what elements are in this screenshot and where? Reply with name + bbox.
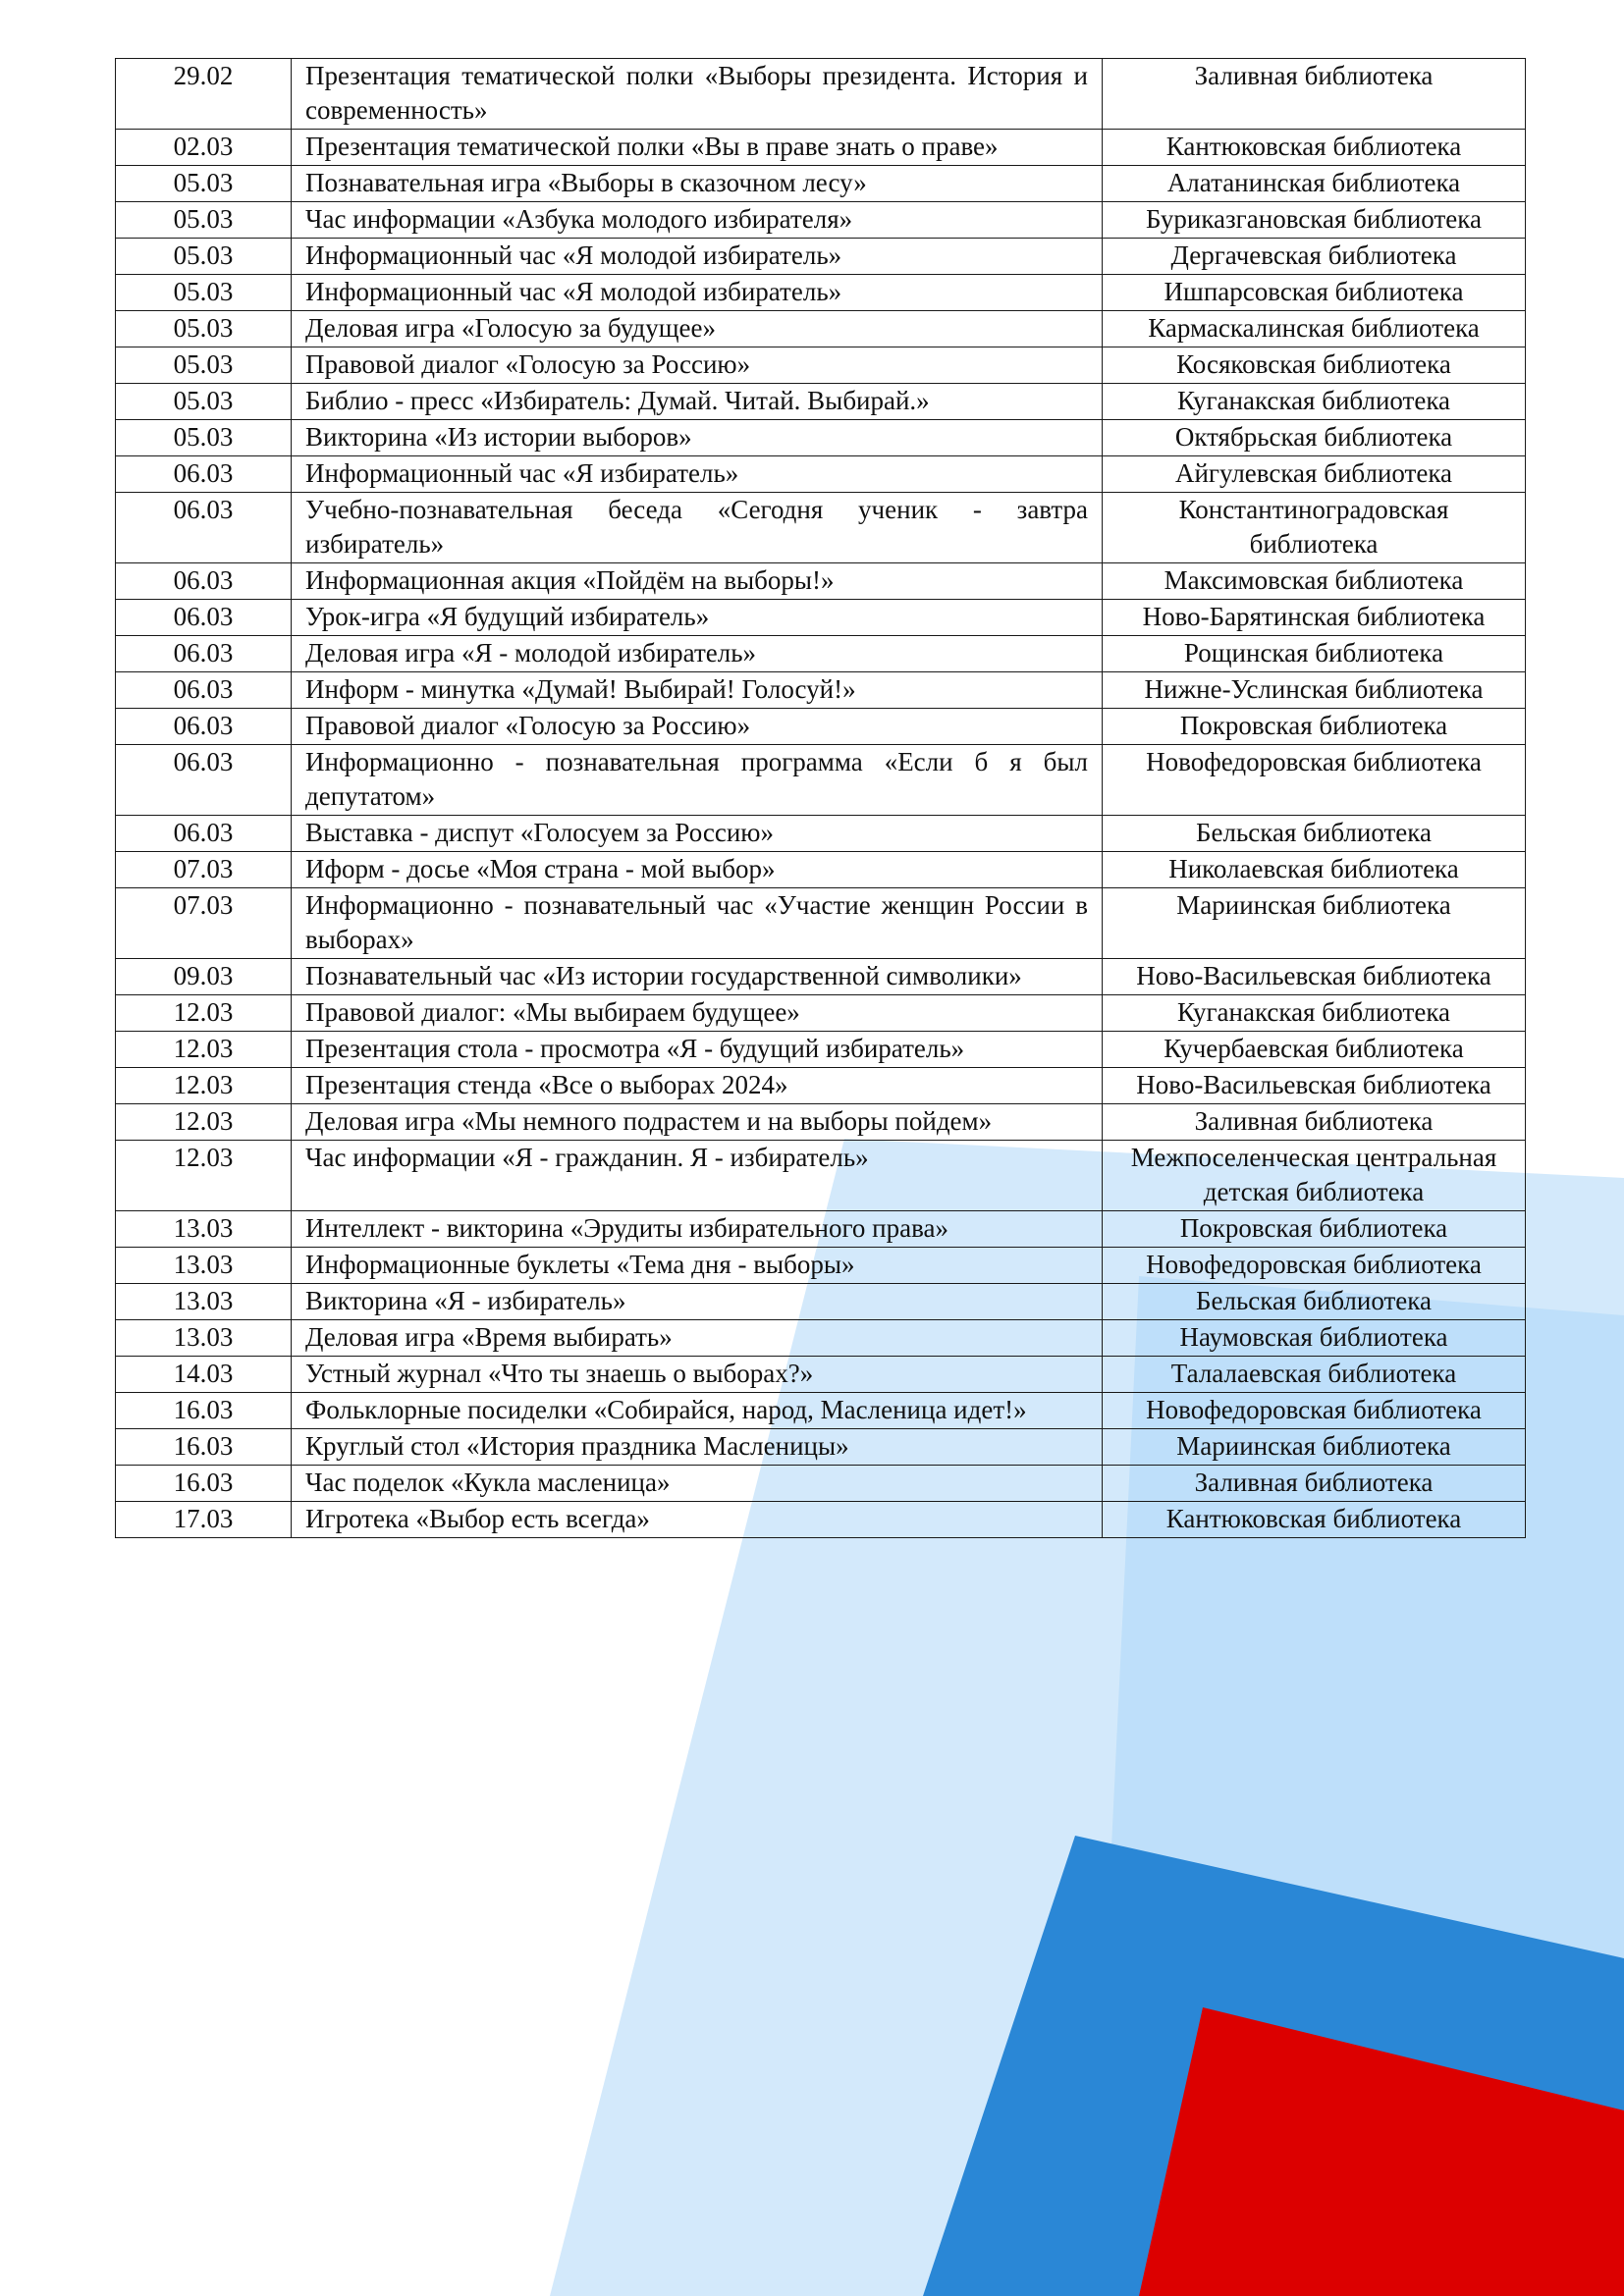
library-name: Максимовская библиотека — [1103, 563, 1526, 600]
event-title: Информационный час «Я избиратель» — [292, 456, 1103, 493]
event-title: Игротека «Выбор есть всегда» — [292, 1502, 1103, 1538]
library-name: Константиноградовская библиотека — [1103, 493, 1526, 563]
library-name: Айгулевская библиотека — [1103, 456, 1526, 493]
table-row — [116, 636, 1526, 672]
event-date: 29.02 — [116, 59, 292, 130]
table-row — [116, 1429, 1526, 1466]
event-title: Информационный час «Я молодой избиратель» — [292, 239, 1103, 275]
table-row — [116, 384, 1526, 420]
event-date: 12.03 — [116, 995, 292, 1032]
event-date: 05.03 — [116, 239, 292, 275]
table-row — [116, 202, 1526, 239]
table-row — [116, 1393, 1526, 1429]
event-date: 06.03 — [116, 672, 292, 709]
event-date: 06.03 — [116, 709, 292, 745]
table-row — [116, 563, 1526, 600]
event-title: Познавательная игра «Выборы в сказочном лесу» — [292, 166, 1103, 202]
event-date: 06.03 — [116, 563, 292, 600]
event-title: Деловая игра «Мы немного подрастем и на выборы пойдем» — [292, 1104, 1103, 1141]
table-row — [116, 1141, 1526, 1211]
event-date: 12.03 — [116, 1068, 292, 1104]
table-row — [116, 493, 1526, 563]
event-date: 12.03 — [116, 1032, 292, 1068]
event-title: Деловая игра «Время выбирать» — [292, 1320, 1103, 1357]
library-name: Мариинская библиотека — [1103, 888, 1526, 959]
library-name: Наумовская библиотека — [1103, 1320, 1526, 1357]
library-name: Заливная библиотека — [1103, 59, 1526, 130]
event-date: 05.03 — [116, 166, 292, 202]
table-row — [116, 600, 1526, 636]
library-name: Ишпарсовская библиотека — [1103, 275, 1526, 311]
event-title: Деловая игра «Голосую за будущее» — [292, 311, 1103, 347]
library-name: Ново-Барятинская библиотека — [1103, 600, 1526, 636]
table-row — [116, 1032, 1526, 1068]
table-row — [116, 672, 1526, 709]
event-date: 13.03 — [116, 1284, 292, 1320]
library-name: Кучербаевская библиотека — [1103, 1032, 1526, 1068]
library-name: Буриказгановская библиотека — [1103, 202, 1526, 239]
table-row — [116, 1284, 1526, 1320]
table-row — [116, 959, 1526, 995]
event-date: 16.03 — [116, 1429, 292, 1466]
event-date: 05.03 — [116, 384, 292, 420]
event-title: Правовой диалог: «Мы выбираем будущее» — [292, 995, 1103, 1032]
event-date: 06.03 — [116, 636, 292, 672]
table-row — [116, 995, 1526, 1032]
event-date: 13.03 — [116, 1248, 292, 1284]
library-name: Талалаевская библиотека — [1103, 1357, 1526, 1393]
library-name: Куганакская библиотека — [1103, 995, 1526, 1032]
event-title: Правовой диалог «Голосую за Россию» — [292, 347, 1103, 384]
event-date: 02.03 — [116, 130, 292, 166]
library-name: Новофедоровская библиотека — [1103, 1248, 1526, 1284]
event-title: Час поделок «Кукла масленица» — [292, 1466, 1103, 1502]
event-title: Викторина «Я - избиратель» — [292, 1284, 1103, 1320]
event-title: Библио - пресс «Избиратель: Думай. Читай. Выбирай.» — [292, 384, 1103, 420]
library-name: Заливная библиотека — [1103, 1104, 1526, 1141]
event-date: 17.03 — [116, 1502, 292, 1538]
event-title: Презентация стенда «Все о выборах 2024» — [292, 1068, 1103, 1104]
event-title: Деловая игра «Я - молодой избиратель» — [292, 636, 1103, 672]
table-row — [116, 275, 1526, 311]
event-title: Информационный час «Я молодой избиратель» — [292, 275, 1103, 311]
event-date: 05.03 — [116, 347, 292, 384]
library-name: Новофедоровская библиотека — [1103, 1393, 1526, 1429]
table-row — [116, 1104, 1526, 1141]
event-title: Викторина «Из истории выборов» — [292, 420, 1103, 456]
event-date: 05.03 — [116, 420, 292, 456]
table-row — [116, 1357, 1526, 1393]
event-title: Фольклорные посиделки «Собирайся, народ, Масленица идет!» — [292, 1393, 1103, 1429]
events-table-body — [116, 59, 1526, 1538]
event-title: Час информации «Я - гражданин. Я - избиратель» — [292, 1141, 1103, 1211]
table-row — [116, 166, 1526, 202]
library-name: Кантюковская библиотека — [1103, 1502, 1526, 1538]
table-row — [116, 1211, 1526, 1248]
table-row — [116, 888, 1526, 959]
library-name: Николаевская библиотека — [1103, 852, 1526, 888]
event-date: 07.03 — [116, 888, 292, 959]
event-title: Интеллект - викторина «Эрудиты избирательного права» — [292, 1211, 1103, 1248]
library-name: Кармаскалинская библиотека — [1103, 311, 1526, 347]
event-date: 05.03 — [116, 311, 292, 347]
table-row — [116, 1068, 1526, 1104]
event-date: 14.03 — [116, 1357, 292, 1393]
library-name: Ново-Васильевская библиотека — [1103, 1068, 1526, 1104]
event-date: 06.03 — [116, 456, 292, 493]
library-name: Дергачевская библиотека — [1103, 239, 1526, 275]
event-title: Презентация тематической полки «Вы в праве знать о праве» — [292, 130, 1103, 166]
event-title: Учебно-познавательная беседа «Сегодня ученик - завтра избиратель» — [292, 493, 1103, 563]
event-title: Познавательный час «Из истории государственной символики» — [292, 959, 1103, 995]
table-row — [116, 130, 1526, 166]
event-title: Информационно - познавательный час «Участие женщин России в выборах» — [292, 888, 1103, 959]
event-date: 13.03 — [116, 1211, 292, 1248]
library-name: Бельская библиотека — [1103, 1284, 1526, 1320]
event-title: Информационные буклеты «Тема дня - выборы» — [292, 1248, 1103, 1284]
event-date: 12.03 — [116, 1104, 292, 1141]
event-date: 05.03 — [116, 202, 292, 239]
library-name: Алатанинская библиотека — [1103, 166, 1526, 202]
table-row — [116, 311, 1526, 347]
event-date: 05.03 — [116, 275, 292, 311]
event-title: Информационно - познавательная программа «Если б я был депутатом» — [292, 745, 1103, 816]
event-title: Иформ - досье «Моя страна - мой выбор» — [292, 852, 1103, 888]
event-date: 13.03 — [116, 1320, 292, 1357]
event-title: Круглый стол «История праздника Масленицы» — [292, 1429, 1103, 1466]
event-date: 07.03 — [116, 852, 292, 888]
library-name: Покровская библиотека — [1103, 1211, 1526, 1248]
library-name: Куганакская библиотека — [1103, 384, 1526, 420]
library-name: Нижне-Услинская библиотека — [1103, 672, 1526, 709]
event-date: 06.03 — [116, 600, 292, 636]
event-title: Презентация тематической полки «Выборы президента. История и современность» — [292, 59, 1103, 130]
event-date: 06.03 — [116, 745, 292, 816]
table-row — [116, 1502, 1526, 1538]
event-title: Устный журнал «Что ты знаешь о выборах?» — [292, 1357, 1103, 1393]
event-date: 12.03 — [116, 1141, 292, 1211]
library-name: Покровская библиотека — [1103, 709, 1526, 745]
event-date: 09.03 — [116, 959, 292, 995]
table-row — [116, 347, 1526, 384]
event-title: Презентация стола - просмотра «Я - будущий избиратель» — [292, 1032, 1103, 1068]
table-row — [116, 239, 1526, 275]
library-name: Межпоселенческая центральная детская библиотека — [1103, 1141, 1526, 1211]
event-date: 16.03 — [116, 1393, 292, 1429]
event-title: Урок-игра «Я будущий избиратель» — [292, 600, 1103, 636]
table-row — [116, 1320, 1526, 1357]
library-name: Ново-Васильевская библиотека — [1103, 959, 1526, 995]
event-title: Правовой диалог «Голосую за Россию» — [292, 709, 1103, 745]
library-name: Мариинская библиотека — [1103, 1429, 1526, 1466]
event-date: 06.03 — [116, 816, 292, 852]
event-title: Информационная акция «Пойдём на выборы!» — [292, 563, 1103, 600]
library-name: Новофедоровская библиотека — [1103, 745, 1526, 816]
library-name: Рощинская библиотека — [1103, 636, 1526, 672]
event-title: Информ - минутка «Думай! Выбирай! Голосуй!» — [292, 672, 1103, 709]
table-row — [116, 1466, 1526, 1502]
library-name: Бельская библиотека — [1103, 816, 1526, 852]
library-name: Заливная библиотека — [1103, 1466, 1526, 1502]
events-table — [115, 58, 1526, 1538]
table-row — [116, 59, 1526, 130]
table-row — [116, 816, 1526, 852]
table-row — [116, 1248, 1526, 1284]
table-row — [116, 745, 1526, 816]
library-name: Октябрьская библиотека — [1103, 420, 1526, 456]
event-date: 16.03 — [116, 1466, 292, 1502]
event-title: Выставка - диспут «Голосуем за Россию» — [292, 816, 1103, 852]
table-row — [116, 852, 1526, 888]
event-title: Час информации «Азбука молодого избирателя» — [292, 202, 1103, 239]
library-name: Косяковская библиотека — [1103, 347, 1526, 384]
table-row — [116, 709, 1526, 745]
event-date: 06.03 — [116, 493, 292, 563]
table-row — [116, 420, 1526, 456]
table-row — [116, 456, 1526, 493]
library-name: Кантюковская библиотека — [1103, 130, 1526, 166]
